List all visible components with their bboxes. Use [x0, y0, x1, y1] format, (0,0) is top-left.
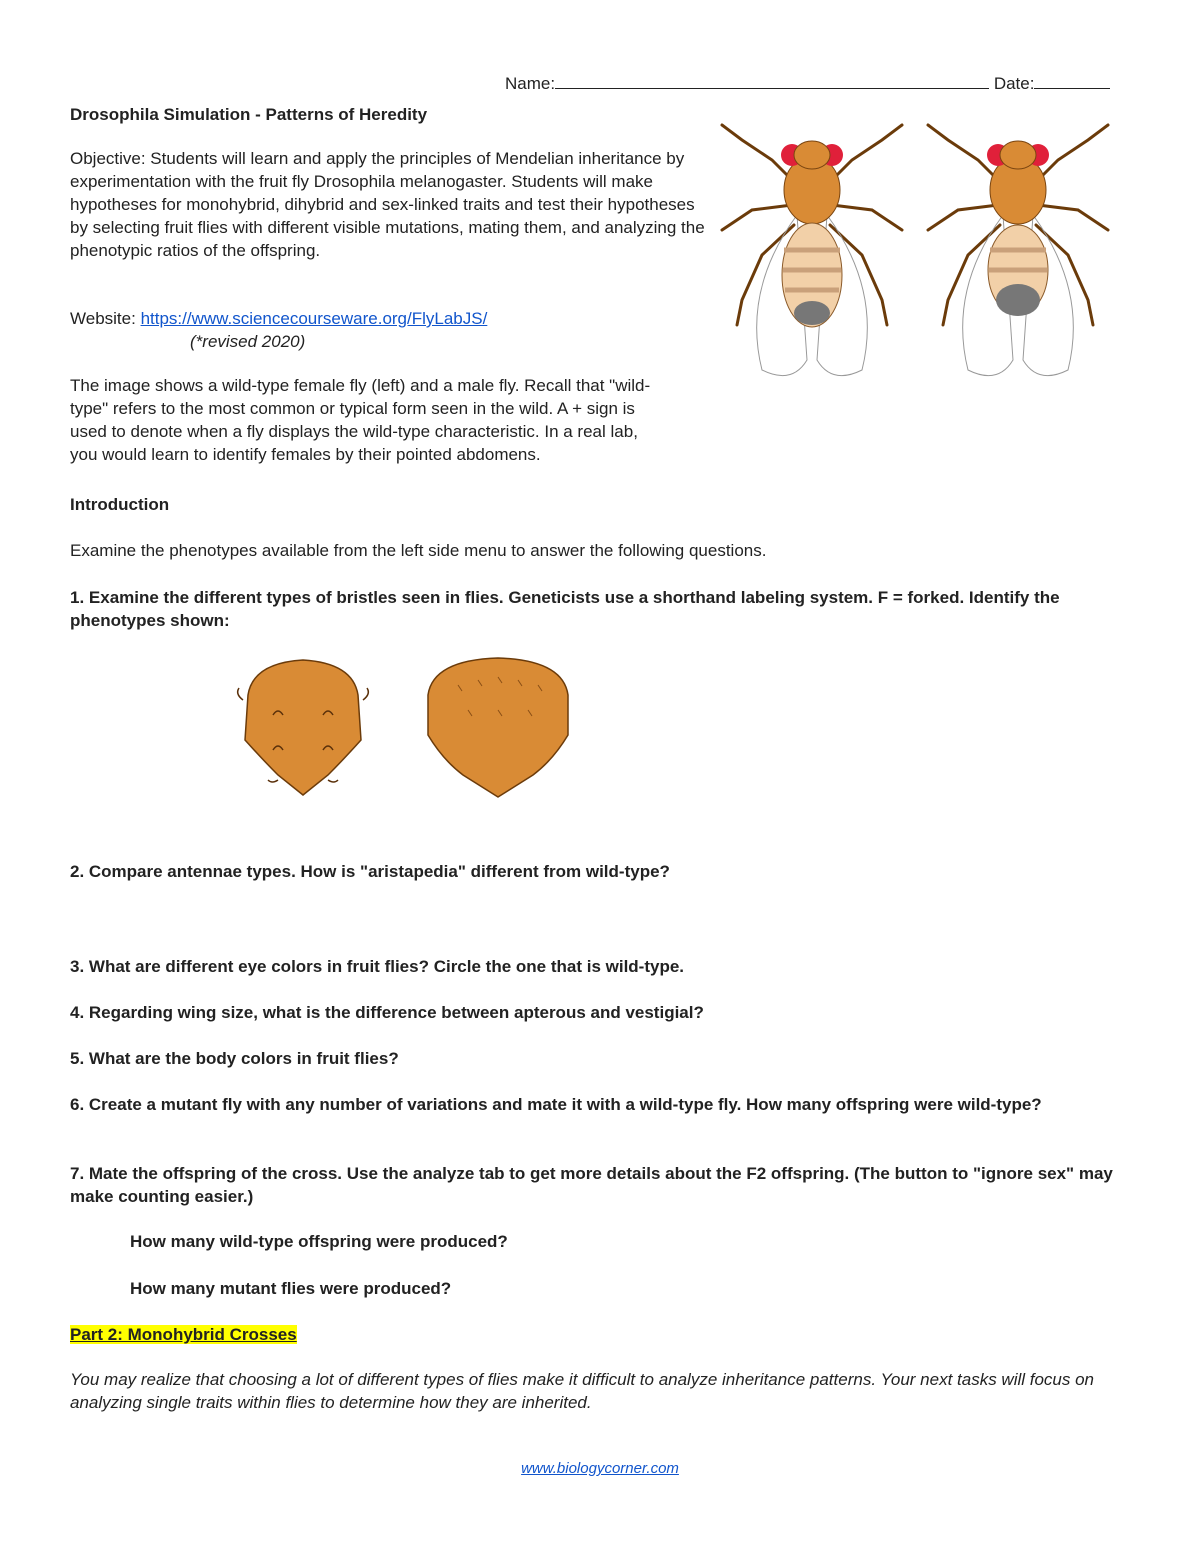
page-title: Drosophila Simulation - Patterns of Heredity: [70, 105, 428, 124]
question-6: 6. Create a mutant fly with any number of variations and mate it with a wild-type fly. How many offspring were wild-type?: [70, 1095, 1042, 1114]
question-7: 7. Mate the offspring of the cross. Use the analyze tab to get more details about the F2 offspring. (The button to "ignore sex" may make counting easier.): [70, 1164, 1113, 1206]
part2-heading-text: Part 2: Monohybrid Crosses: [70, 1325, 297, 1344]
question-2: 2. Compare antennae types. How is "aristapedia" different from wild-type?: [70, 862, 670, 881]
part2-heading: [70, 1323, 1130, 1346]
website-link[interactable]: https://www.sciencecourseware.org/FlyLabJS/: [140, 309, 488, 328]
revised-note: (*revised 2020): [190, 332, 306, 351]
question-4: 4. Regarding wing size, what is the difference between apterous and vestigial?: [70, 1003, 704, 1022]
question-1: 1. Examine the different types of bristles seen in flies. Geneticists use a shorthand labeling system. F = forked. Identify the phenotypes shown:: [70, 588, 1060, 630]
part2-text: You may realize that choosing a lot of different types of flies make it difficult to analyze inheritance patterns. Your next tasks will focus on analyzing single traits within flies to determine how they are inherited.: [70, 1370, 1095, 1412]
footer: [0, 1460, 1200, 1477]
introduction-heading: Introduction: [70, 495, 170, 514]
name-date-line: [505, 71, 1110, 94]
question-7b: How many mutant flies were produced?: [130, 1279, 452, 1298]
objective-text: Objective: Students will learn and apply the principles of Mendelian inheritance by experimentation with the fruit fly Drosophila melanogaster. Students will make hypotheses for monohybrid, dihybrid and sex-linked traits and test their hypotheses by selecting fruit flies with different visible mutations, mating them, and analyzing the phenotypic ratios of the offspring.: [70, 149, 705, 260]
image-description-para: The image shows a wild-type female fly (left) and a male fly. Recall that "wild-type" refers to the most common or typical form seen in the wild. A + sign is used to denote when a fly displays the wild-type characteristic. In a real lab, you would learn to identify females by their pointed abdomens.: [70, 376, 651, 464]
name-field[interactable]: [555, 71, 989, 89]
website-line: [70, 307, 487, 330]
website-label: Website:: [70, 309, 141, 328]
date-label: Date:: [993, 74, 1035, 93]
image-description-text: [70, 374, 1130, 466]
wild-type-bristle-thorax-image: [418, 655, 578, 800]
date-field[interactable]: [1034, 71, 1110, 89]
introduction-instruction: Examine the phenotypes available from the left side menu to answer the following questions.: [70, 541, 767, 560]
question-5: 5. What are the body colors in fruit flies?: [70, 1049, 399, 1068]
name-label: Name:: [505, 74, 556, 93]
footer-link[interactable]: www.biologycorner.com: [521, 1460, 679, 1477]
question-3: 3. What are different eye colors in fruit flies? Circle the one that is wild-type.: [70, 957, 685, 976]
female-fly-illustration: [712, 120, 912, 385]
question-7a: How many wild-type offspring were produced?: [130, 1232, 508, 1251]
male-fly-illustration: [918, 120, 1118, 385]
forked-bristle-thorax-image: [233, 655, 373, 800]
